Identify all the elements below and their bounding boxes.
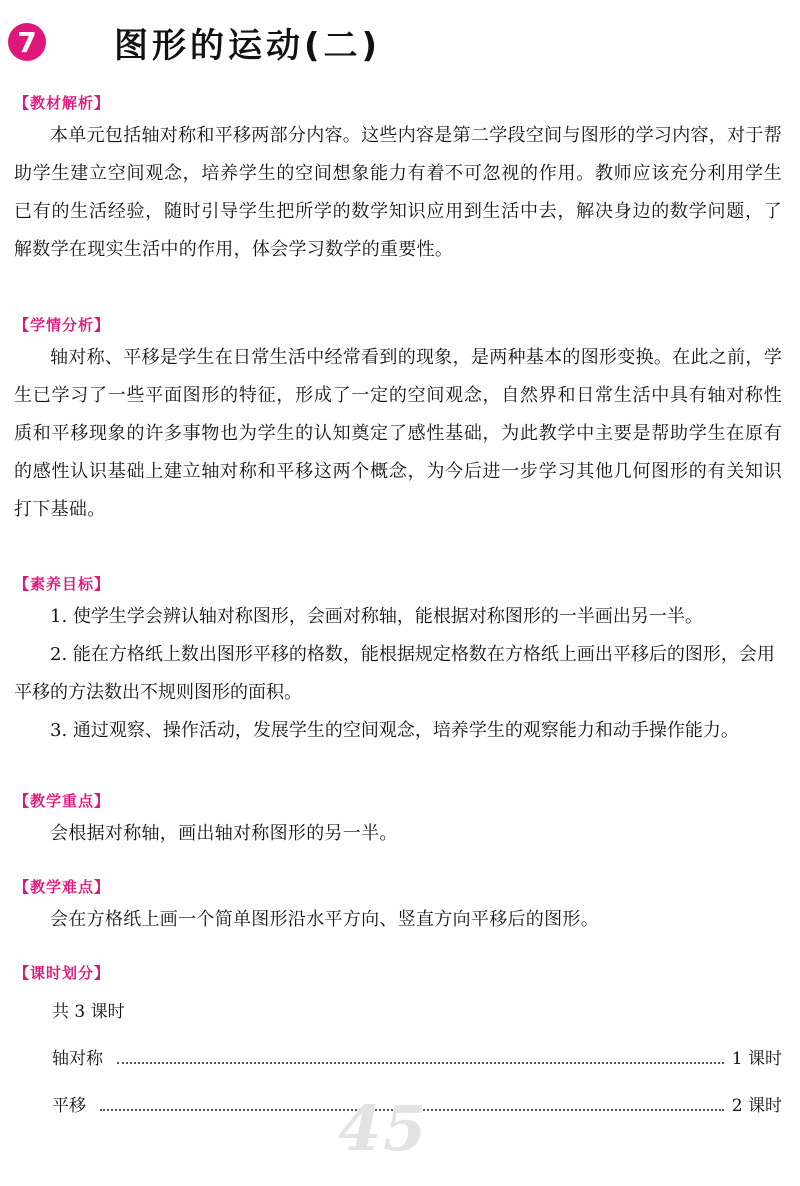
chapter-number-badge: 7 xyxy=(8,23,46,61)
chapter-header xyxy=(8,12,381,72)
goal-list xyxy=(14,598,782,750)
chapter-title: 图形的运动(二) xyxy=(114,25,382,66)
section-key-points xyxy=(14,790,782,853)
goal-item: 3. 通过观察、操作活动，发展学生的空间观念，培养学生的观察能力和动手操作能力。 xyxy=(50,720,739,741)
section-tag: 【教学重点】 xyxy=(14,792,111,810)
schedule-total: 共 3 课时 xyxy=(52,1002,125,1022)
section-learning xyxy=(14,314,782,529)
section-tag: 【课时划分】 xyxy=(14,964,111,982)
section-analysis xyxy=(14,92,782,269)
goal-item: 1. 使学生学会辨认轴对称图形，会画对称轴，能根据对称图形的一半画出另一半。 xyxy=(50,606,703,627)
section-paragraph: 会根据对称轴，画出轴对称图形的另一半。 xyxy=(50,823,398,844)
section-difficulties xyxy=(14,876,782,939)
section-paragraph: 本单元包括轴对称和平移两部分内容。这些内容是第二学段空间与图形的学习内容，对于帮助学生建立空间观念，培养学生的空间想象能力有着不可忽视的作用。教师应该充分利用学生已有的生活经验，随时引导学生把所学的数学知识应用到生活中去，解决身边的数学问题，了解数学在现实生活中的作用，体会学习数学的重要性。 xyxy=(14,125,782,260)
dot-leader xyxy=(117,1062,724,1064)
schedule-row xyxy=(52,1044,782,1069)
lesson-name: 平移 xyxy=(52,1096,86,1116)
lesson-hours: 2 课时 xyxy=(731,1096,782,1116)
section-tag: 【教学难点】 xyxy=(14,878,111,896)
section-goals xyxy=(14,573,782,750)
section-paragraph: 会在方格纸上画一个简单图形沿水平方向、竖直方向平移后的图形。 xyxy=(50,909,599,930)
section-tag: 【教材解析】 xyxy=(14,94,111,112)
goal-item: 2. 能在方格纸上数出图形平移的格数，能根据规定格数在方格纸上画出平移后的图形，会用平移的方法数出不规则图形的面积。 xyxy=(14,644,775,703)
lesson-hours: 1 课时 xyxy=(731,1049,782,1069)
section-tag: 【学情分析】 xyxy=(14,316,111,334)
page-number: 45 xyxy=(338,1092,429,1165)
lesson-name: 轴对称 xyxy=(52,1049,103,1069)
section-tag: 【素养目标】 xyxy=(14,575,111,593)
section-paragraph: 轴对称、平移是学生在日常生活中经常看到的现象，是两种基本的图形变换。在此之前，学生已学习了一些平面图形的特征，形成了一定的空间观念，自然界和日常生活中具有轴对称性质和平移现象的许多事物也为学生的认知奠定了感性基础，为此教学中主要是帮助学生在原有的感性认识基础上建立轴对称和平移这两个概念，为今后进一步学习其他几何图形的有关知识打下基础。 xyxy=(14,347,782,520)
